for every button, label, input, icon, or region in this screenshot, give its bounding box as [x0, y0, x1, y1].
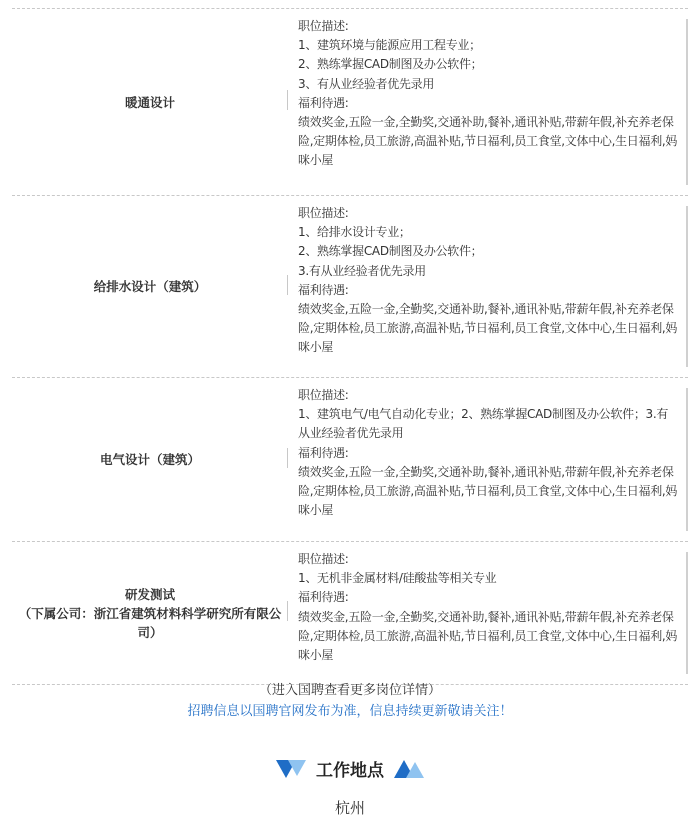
triangle-up-icon — [394, 760, 424, 778]
job-detail-cell — [298, 378, 688, 528]
section-title: 工作地点 — [316, 761, 384, 781]
right-rule — [686, 388, 688, 531]
work-location-city: 杭州 — [334, 799, 365, 817]
desc-line: 1、无机非金属材料/硅酸盐等相关专业 — [298, 571, 497, 586]
job-title: 电气设计（建筑） — [99, 452, 200, 467]
job-title: 研发测试 — [124, 586, 175, 602]
job-row — [12, 378, 688, 542]
welfare-text: 绩效奖金,五险一金,全勤奖,交通补助,餐补,通讯补贴,带薪年假,补充养老保险,定期体检,员工旅游,高温补贴,节日福利,员工食堂,文体中心,生日福利,妈咪小屋 — [298, 115, 678, 168]
desc-line: 3.有从业经验者优先录用 — [298, 263, 426, 278]
job-row — [12, 542, 688, 685]
desc-line: 1、建筑环境与能源应用工程专业； — [298, 38, 481, 53]
job-row — [12, 8, 688, 196]
job-title-cell — [12, 9, 288, 195]
jobs-table — [12, 0, 688, 685]
right-rule — [686, 552, 688, 674]
job-detail-cell — [298, 196, 688, 366]
cell-divider — [287, 601, 288, 621]
desc-line: 1、给排水设计专业； — [298, 225, 411, 240]
location-section-header — [0, 756, 700, 781]
more-jobs-link[interactable]: （进入国聘查看更多岗位详情） — [258, 683, 441, 698]
job-title: 给排水设计（建筑） — [93, 279, 207, 294]
cell-divider — [287, 275, 288, 295]
desc-label: 职位描述: — [298, 19, 349, 33]
desc-label: 职位描述: — [298, 206, 349, 220]
job-detail-cell — [298, 9, 688, 179]
job-row — [12, 196, 688, 378]
desc-label: 职位描述: — [298, 388, 349, 402]
job-subtitle: （下属公司：浙江省建筑材料科学研究所有限公司） — [18, 605, 282, 640]
desc-line: 1、建筑电气/电气自动化专业；2、熟练掌握CAD制图及办公软件；3.有从业经验者优先录用 — [298, 407, 669, 441]
welfare-label: 福利待遇: — [298, 445, 349, 460]
welfare-text: 绩效奖金,五险一金,全勤奖,交通补助,餐补,通讯补贴,带薪年假,补充养老保险,定期体检,员工旅游,高温补贴,节日福利,员工食堂,文体中心,生日福利,妈咪小屋 — [298, 464, 678, 518]
job-title-cell — [12, 378, 288, 541]
job-title-cell — [12, 196, 288, 377]
recruitment-notice: 招聘信息以国聘官网发布为准，信息持续更新敬请关注！ — [187, 704, 513, 719]
right-rule — [686, 206, 688, 367]
right-rule — [686, 19, 688, 185]
desc-label: 职位描述: — [298, 552, 349, 566]
triangle-down-icon — [276, 760, 306, 778]
cell-divider — [287, 90, 288, 110]
welfare-label: 福利待遇: — [298, 282, 349, 297]
desc-line: 3、有从业经验者优先录用 — [298, 76, 435, 91]
desc-line: 2、熟练掌握CAD制图及办公软件； — [298, 57, 483, 72]
welfare-label: 福利待遇: — [298, 95, 349, 110]
welfare-text: 绩效奖金,五险一金,全勤奖,交通补助,餐补,通讯补贴,带薪年假,补充养老保险,定期体检,员工旅游,高温补贴,节日福利,员工食堂,文体中心,生日福利,妈咪小屋 — [298, 609, 678, 663]
job-detail-cell — [298, 542, 688, 673]
desc-line: 2、熟练掌握CAD制图及办公软件； — [298, 244, 483, 259]
welfare-label: 福利待遇: — [298, 590, 349, 605]
welfare-text: 绩效奖金,五险一金,全勤奖,交通补助,餐补,通讯补贴,带薪年假,补充养老保险,定期体检,员工旅游,高温补贴,节日福利,员工食堂,文体中心,生日福利,妈咪小屋 — [298, 302, 678, 355]
job-title: 暖通设计 — [124, 94, 175, 110]
cell-divider — [287, 448, 288, 468]
job-title-cell — [12, 542, 288, 684]
